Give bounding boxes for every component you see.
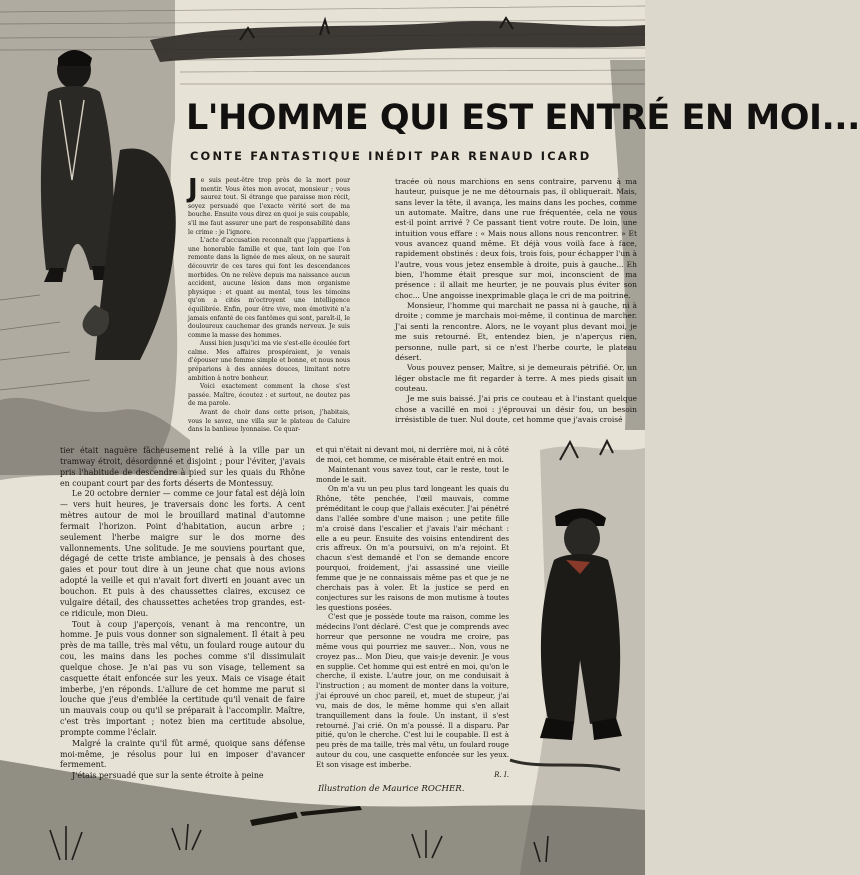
article-subtitle: CONTE FANTASTIQUE INÉDIT PAR RENAUD ICARD xyxy=(190,149,592,163)
article-title: L'HOMME QUI EST ENTRÉ EN MOI... xyxy=(186,98,860,138)
paragraph: tracée où nous marchions en sens contraire, parvenu à ma hauteur, puisque je ne me détournais pas, il obliquerait. Mais, sans lever la tête, il avança, les mains dans les poches, comme un automate. Maître, dans une rue fréquentée, cela ne vous est-il point arrivé ? Ce passant tient votre route. De loin, une intuition vous effare : « Mais nous allons nous rencontrer. » Et vous avancez quand même. Et déjà vous voilà face à face, rapidement obstinés : deux fois, trois fois, pour échapper l'un à l'autre, vous vous jetez ensemble à droite, puis à gauche... Eh bien, l'homme était presque sur moi, inconscient de ma présence : il allait me heurter, je ne pouvais plus éviter son choc... Une angoisse inexprimable glaça le cri de ma poitrine. xyxy=(395,177,637,300)
paragraph: Le 20 octobre dernier — comme ce jour fatal est déjà loin — vers huit heures, je traversais donc les forts. A cent mètres autour de moi le brouillard matinal d'automne fermait l'horizon. Point d'habitation, aucun arbre ; seulement l'herbe maigre sur le dos morne des vallonnements. Une solitude. Je me souviens pourtant que, dégagé de cette triste ambiance, je pensais à des choses gaies et pour tout dire à un jeune chat que nous avions adopté la veille et qui n'avait fort diverti en jouant avec un bouchon. Et puis à des chaussettes claires, excusez ce vulgaire détail, des chaussettes achetées trop grandes, est-ce ridicule, mon Dieu. xyxy=(60,489,305,618)
signature: R. I. xyxy=(494,769,509,779)
paragraph: L'acte d'accusation reconnaît que j'appartiens à une honorable famille et que, tant loin que l'on remonte dans la lignée de mes aïeux, on ne saurait découvrir de ces tares qui font les descendances morbides. On ne relève depuis ma naissance aucun accident, aucune lésion dans mon organisme physique : et quant au mental, tous les témoins qu'on a cités m'octroyent une intelligence équilibrée. Enfin, pour être vive, mon émotivité n'a jamais enfanté de ces fantômes qui sont, paraît-il, le douloureux cauchemar des grands nerveux. Je suis comme la masse des hommes. xyxy=(188,237,350,339)
paragraph: Maintenant vous savez tout, car le reste, tout le monde le sait. xyxy=(316,464,509,484)
paragraph: et qui n'était ni devant moi, ni derrière moi, ni à côté de moi, cet homme, ce misérable était entré en moi. xyxy=(316,445,509,464)
paragraph: J'étais persuadé que sur la sente étroite à peine xyxy=(72,771,264,781)
illustration-credit: Illustration de Maurice ROCHER. xyxy=(318,784,465,794)
paragraph: Je me suis baissé. J'ai pris ce couteau et à l'instant quelque chose a vacillé en moi : j'éprouvai un désir fou, un besoin irrésistible de tuer. Nul doute, cet homme que j'avais croisé xyxy=(395,394,637,424)
paragraph: C'est que je possède toute ma raison, comme les médecins l'ont déclaré. C'est que je comprends avec horreur que personne ne voudra me croire, pas même vous qui pourriez me sauver... Non, vous ne croyez pas... Mon Dieu, que vais-je devenir. Je vous en supplie. Cet homme qui est entré en moi, qu'on le cherche, il existe. L'autre jour, on me conduisait à l'instruction ; au moment de monter dans la voiture, j'ai éprouvé un choc pareil, et, muet de stupeur, j'ai vu, mais de dos, le même homme qui s'en allait tranquillement dans la foule. Un instant, il s'est retourné. J'ai crié. On m'a poussé. Il a disparu. Par pitié, qu'on le cherche. C'est lui le coupable. Il est à peu près de ma taille, très mal vêtu, un foulard rouge autour du cou, une casquette enfoncée sur les yeux. Et son visage est imberbe. xyxy=(316,612,509,769)
paragraph: tier était naguère fâcheusement relié à la ville par un tramway étroit, désordonné et disjoint ; pour l'éviter, j'avais pris l'habitude de descendre à pied sur les quais du Rhône en coupant court par des forts déserts de Montessuy. xyxy=(60,446,305,488)
paragraph: Monsieur, l'homme qui marchait ne passa ni à gauche, ni à droite ; comme je marchais moi-même, il continua de marcher. J'ai senti la rencontre. Alors, ne le voyant plus devant moi, je me suis retourné. Et, entendez bien, je n'aperçus rien, personne, nulle part, si ce n'est l'herbe courte, le plateau désert. xyxy=(395,301,637,362)
horizon xyxy=(150,21,645,62)
paragraph: Voici exactement comment la chose s'est passée. Maître, écoutez : et surtout, ne doutez pas de ma parole. xyxy=(188,383,350,408)
paragraph: Vous pouvez penser, Maître, si je demeurais pétrifié. Or, un léger obstacle me fit regarder à terre. A mes pieds gisait un couteau. xyxy=(395,363,637,393)
paragraph: On m'a vu un peu plus tard longeant les quais du Rhône, tête penchée, l'œil mauvais, comme préméditant le coup que j'allais exécuter. J'ai pénétré dans l'allée sombre d'une maison ; une petite fille m'a croisé dans l'escalier et j'avais l'air méchant : elle a eu peur. Ensuite des voisins entendirent des cris affreux. On m'a poursuivi, on m'a rejoint. Et chacun s'est demandé et l'on se demande encore pourquoi, froidement, j'ai assassiné une vieille femme que je ne connaissais même pas et que je ne cherchais pas à voler. Et la justice se perd en conjectures sur les raisons de mon mutisme à toutes les questions posées. xyxy=(316,484,509,612)
drop-cap: J xyxy=(188,174,198,204)
paragraph: Je suis peut-être trop près de la mort pour mentir. Vous êtes mon avocat, monsieur ; vous saurez tout. Si étrange que paraisse mon récit, soyez persuadé que l'exacte vérité sort de ma bouche. Ensuite vous direz en quoi je suis coupable, s'il me faut assurer une part de responsabilité dans le crime : je l'ignore. xyxy=(188,174,350,236)
paragraph: Avant de choir dans cette prison, j'habitais, vous le savez, une villa sur le plateau de Caluire dans la banlieue lyonnaise. Ce quar- xyxy=(188,409,350,434)
column-1 xyxy=(188,174,350,435)
column-2 xyxy=(395,177,637,425)
paragraph: Malgré la crainte qu'il fût armé, quoique sans défense moi-même, je résolus pour lui en imposer d'avancer fermement. xyxy=(60,738,305,770)
paragraph: Tout à coup j'aperçois, venant à ma rencontre, un homme. Je puis vous donner son signalement. Il était à peu près de ma taille, très mal vêtu, un foulard rouge autour du cou, les mains dans les poches comme s'il dissimulait quelque chose. Je n'ai pas vu son visage, tellement sa casquette était enfoncée sur les yeux. Mais ce visage était imberbe, j'en réponds. L'allure de cet homme me parut si louche que j'eus d'emblée la certitude qu'il venait de faire un mauvais coup ou qu'il se préparait à l'accomplir. Maître, c'est très important ; notez bien ma certitude absolue, prompte comme l'éclair. xyxy=(60,619,305,737)
paragraph: Aussi bien jusqu'ici ma vie s'est-elle écoulée fort calme. Mes affaires prospéraient, je venais d'épouser une femme simple et bonne, et nous nous préparions à des années douces, limitant notre ambition à notre bonheur. xyxy=(188,340,350,382)
column-3 xyxy=(316,445,509,780)
column-wide xyxy=(60,446,305,782)
